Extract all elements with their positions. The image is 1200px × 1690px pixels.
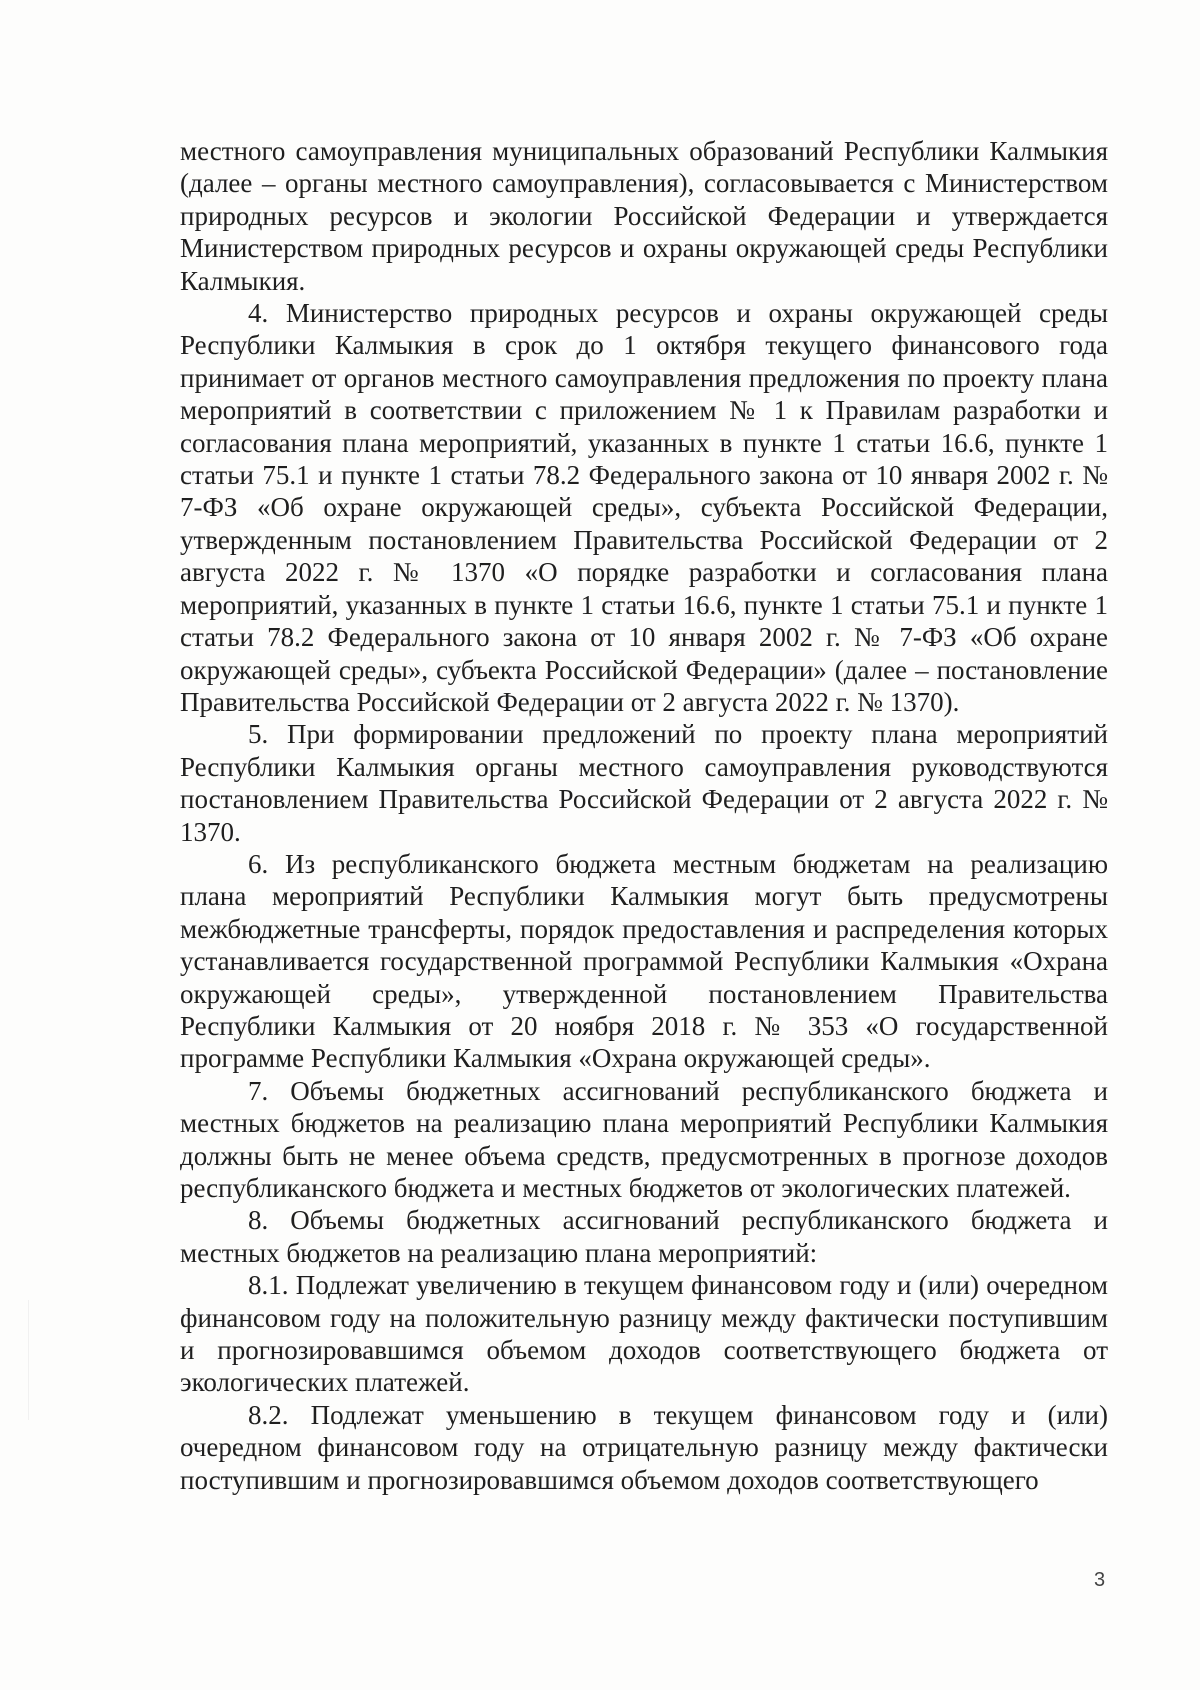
paragraph-4: 4. Министерство природных ресурсов и охраны окружающей среды Республики Калмыкия в срок до 1 октября текущего финансового года принимает от органов местного самоуправления предложения по проекту плана мероприятий в соответствии с приложением № 1 к Правилам разработки и согласования плана мероприятий, указанных в пункте 1 статьи 16.6, пункте 1 статьи 75.1 и пункте 1 статьи 78.2 Федерального закона от 10 января 2002 г. № 7-ФЗ «Об охране окружающей среды», субъекта Российской Федерации, утвержденным постановлением Правительства Российской Федерации от 2 августа 2022 г. № 1370 «О порядке разработки и согласования плана мероприятий, указанных в пункте 1 статьи 16.6, пункте 1 статьи 75.1 и пункте 1 статьи 78.2 Федерального закона от 10 января 2002 г. № 7-ФЗ «Об охране окружающей среды», субъекта Российской Федерации» (далее – постановление Правительства Российской Федерации от 2 августа 2022 г. № 1370). <box>180 298 1108 717</box>
paragraph-8-1: 8.1. Подлежат увеличению в текущем финансовом году и (или) очередном финансовом году на положительную разницу между фактически поступившим и прогнозировавшимся объемом доходов соответствующего бюджета от экологических платежей. <box>180 1270 1108 1398</box>
document-body <box>180 135 1108 1496</box>
paragraph-8-2: 8.2. Подлежат уменьшению в текущем финансовом году и (или) очередном финансовом году на отрицательную разницу между фактически поступившим и прогнозировавшимся объемом доходов соответствующего <box>180 1399 1108 1495</box>
paragraph-7: 7. Объемы бюджетных ассигнований республиканского бюджета и местных бюджетов на реализацию плана мероприятий Республики Калмыкия должны быть не менее объема средств, предусмотренных в прогнозе доходов республиканского бюджета и местных бюджетов от экологических платежей. <box>180 1075 1108 1203</box>
paragraph-5: 5. При формировании предложений по проекту плана мероприятий Республики Калмыкия органы местного самоуправления руководствуются постановлением Правительства Российской Федерации от 2 августа 2022 г. № 1370. <box>180 719 1108 847</box>
scan-margin-mark <box>28 1300 29 1420</box>
page-number: 3 <box>1094 1569 1106 1591</box>
paragraph-continued: местного самоуправления муниципальных образований Республики Калмыкия (далее – органы местного самоуправления), согласовывается с Министерством природных ресурсов и экологии Российской Федерации и утверждается Министерством природных ресурсов и охраны окружающей среды Республики Калмыкия. <box>180 136 1108 296</box>
paragraph-6: 6. Из республиканского бюджета местным бюджетам на реализацию плана мероприятий Республики Калмыкия могут быть предусмотрены межбюджетные трансферты, порядок предоставления и распределения которых устанавливается государственной программой Республики Калмыкия «Охрана окружающей среды», утвержденной постановлением Правительства Республики Калмыкия от 20 ноября 2018 г. № 353 «О государственной программе Республики Калмыкия «Охрана окружающей среды». <box>180 848 1108 1074</box>
paragraph-8: 8. Объемы бюджетных ассигнований республиканского бюджета и местных бюджетов на реализацию плана мероприятий: <box>180 1205 1108 1268</box>
